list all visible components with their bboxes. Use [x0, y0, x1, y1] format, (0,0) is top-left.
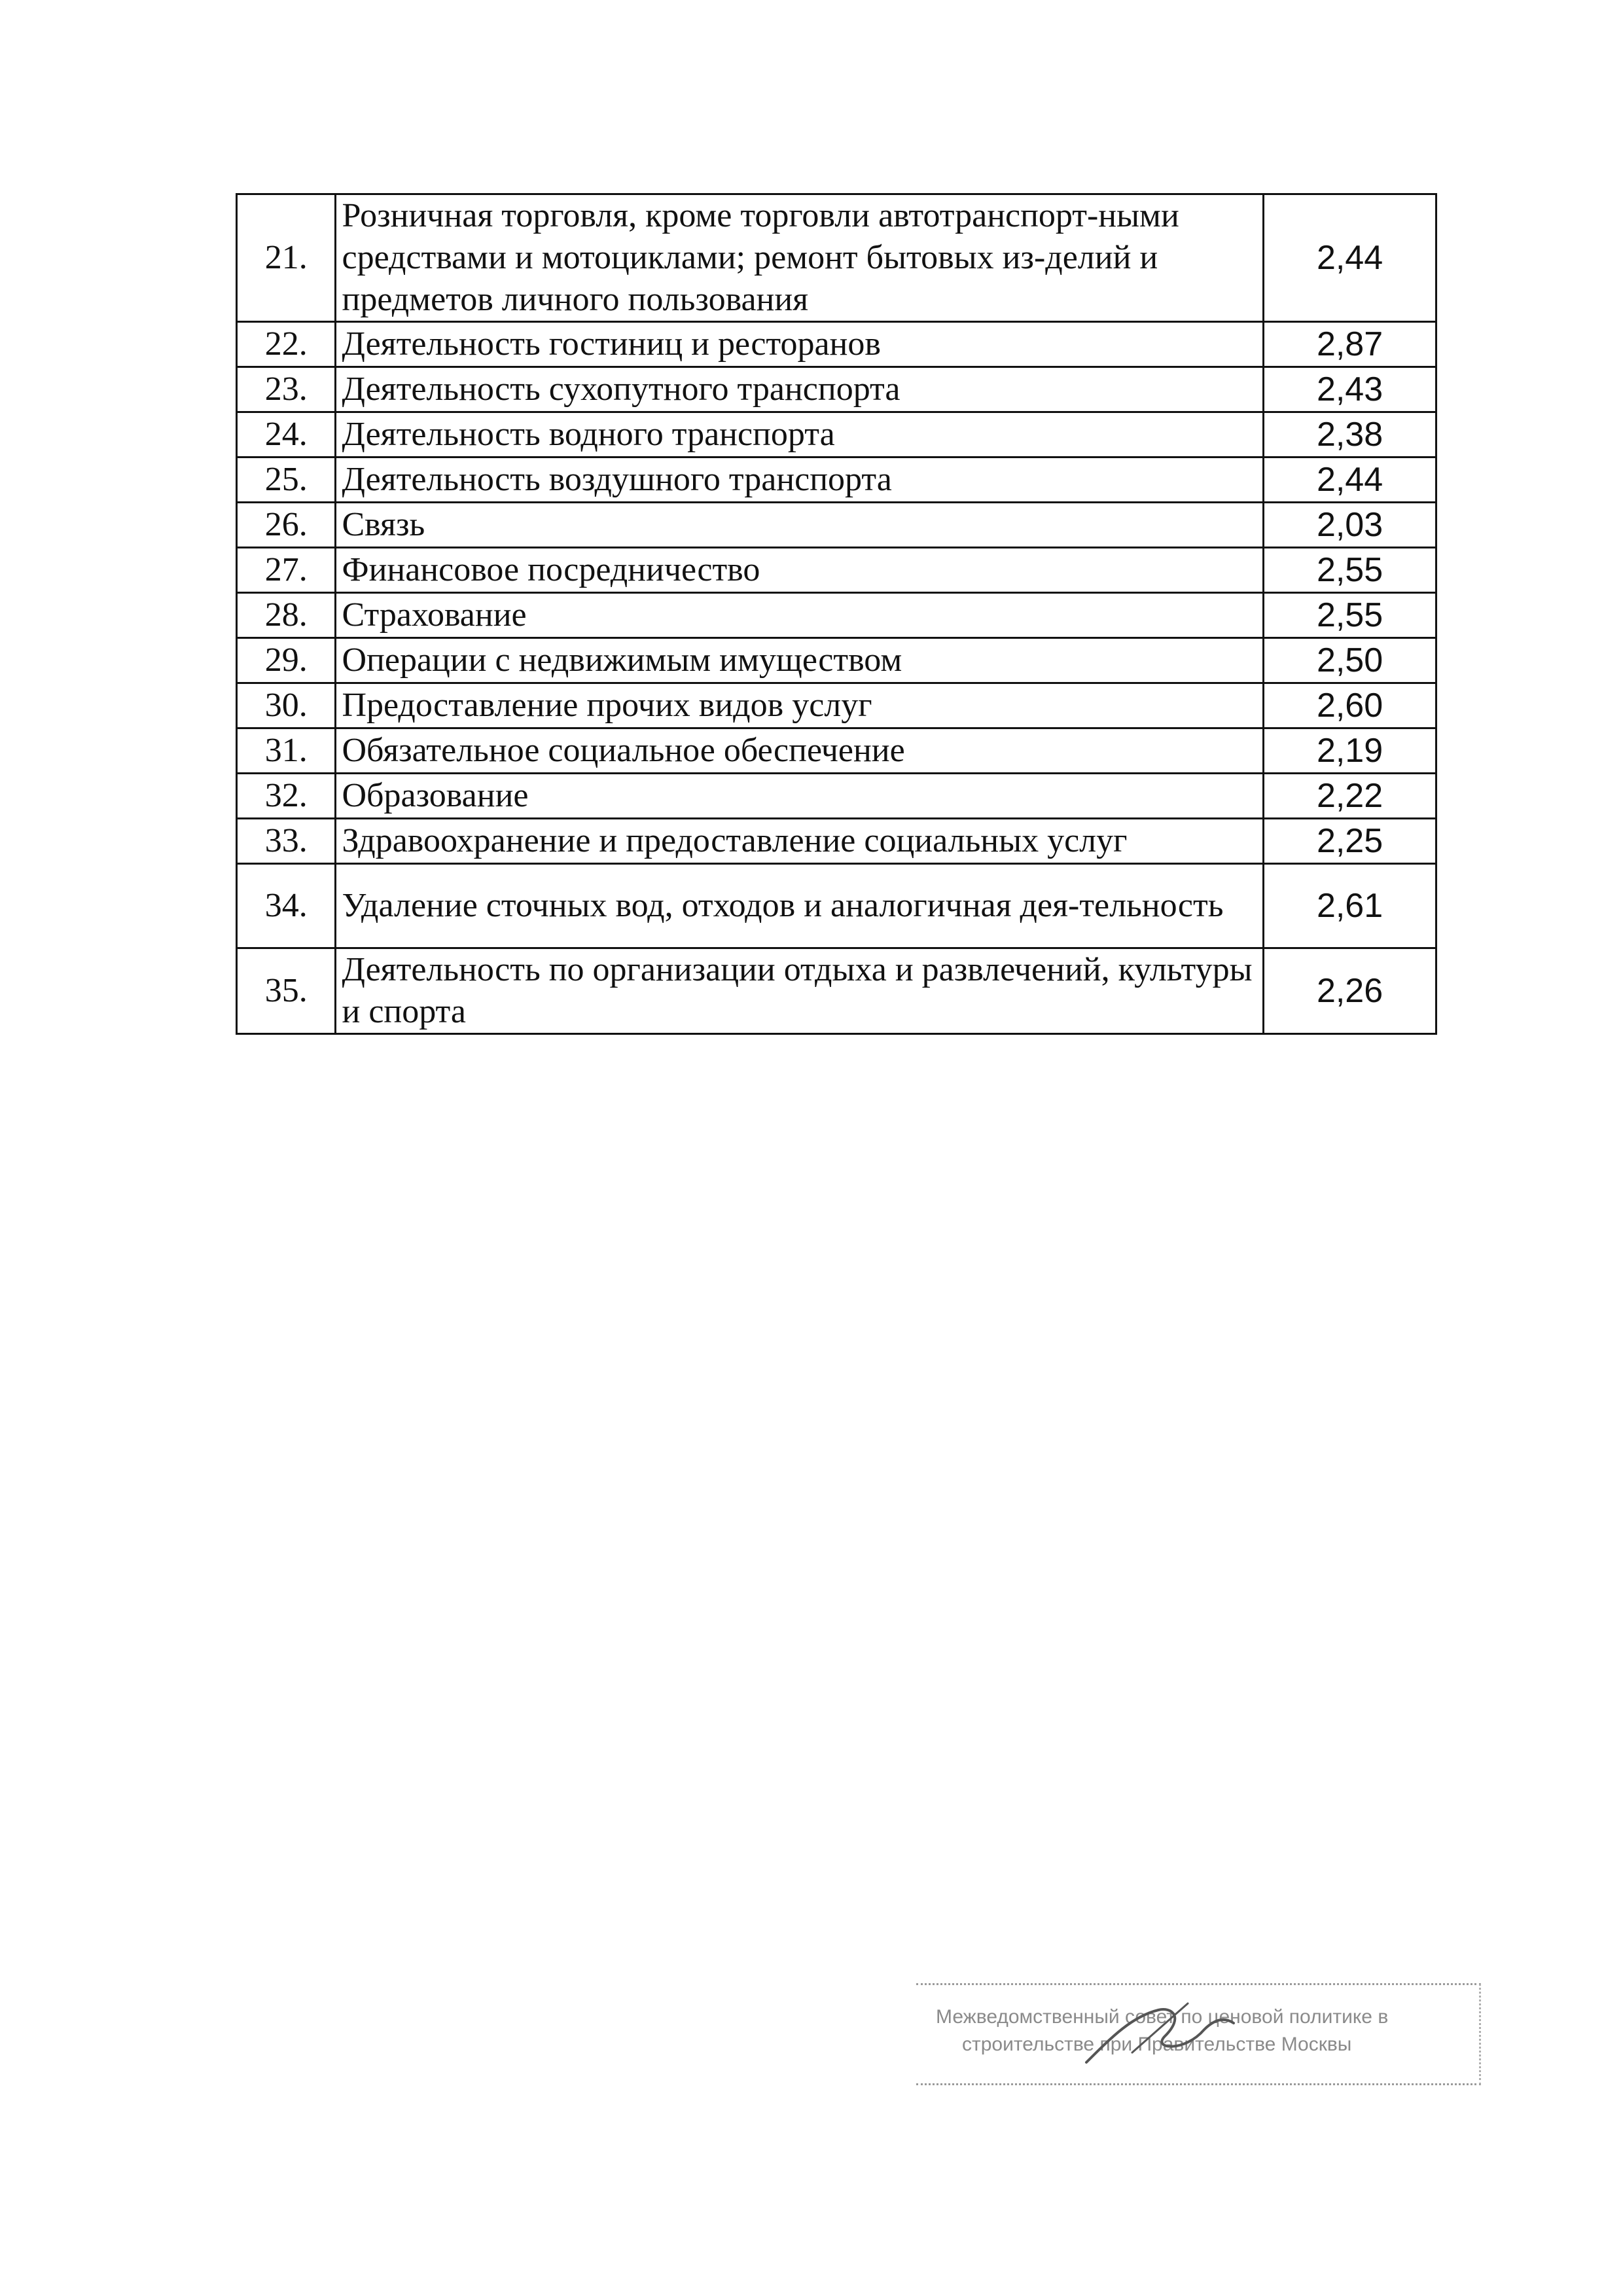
table-row: [237, 457, 1436, 503]
coefficient-value: 2,25: [1264, 819, 1436, 864]
stamp-line-2: строительстве при Правительстве Москвы: [962, 2034, 1352, 2055]
stamp-line-1: Межведомственный совет по ценовой политике в: [936, 2006, 1389, 2028]
table-row: [237, 683, 1436, 728]
coefficient-value: 2,87: [1264, 322, 1436, 367]
coefficient-value: 2,22: [1264, 774, 1436, 819]
table-row: [237, 503, 1436, 548]
activity-name: Обязательное социальное обеспечение: [336, 728, 1264, 774]
coefficient-value: 2,38: [1264, 412, 1436, 457]
activity-name: Финансовое посредничество: [336, 548, 1264, 593]
row-number: 30.: [237, 683, 336, 728]
coefficient-value: 2,44: [1264, 457, 1436, 503]
row-number: 22.: [237, 322, 336, 367]
activity-name: Операции с недвижимым имуществом: [336, 638, 1264, 683]
row-number: 29.: [237, 638, 336, 683]
activity-name: Деятельность сухопутного транспорта: [336, 367, 1264, 412]
row-number: 35.: [237, 948, 336, 1034]
row-number: 24.: [237, 412, 336, 457]
coefficient-table: [236, 193, 1437, 1035]
table-row: [237, 367, 1436, 412]
activity-name: Предоставление прочих видов услуг: [336, 683, 1264, 728]
table-row: [237, 819, 1436, 864]
activity-name: Деятельность гостиниц и ресторанов: [336, 322, 1264, 367]
approval-stamp: [916, 1983, 1481, 2085]
coefficient-value: 2,43: [1264, 367, 1436, 412]
table-row: [237, 412, 1436, 457]
row-number: 33.: [237, 819, 336, 864]
table-row: [237, 728, 1436, 774]
coefficient-value: 2,60: [1264, 683, 1436, 728]
row-number: 26.: [237, 503, 336, 548]
activity-name: Здравоохранение и предоставление социальных услуг: [336, 819, 1264, 864]
row-number: 32.: [237, 774, 336, 819]
activity-name: Деятельность воздушного транспорта: [336, 457, 1264, 503]
coefficient-value: 2,50: [1264, 638, 1436, 683]
activity-name: Деятельность водного транспорта: [336, 412, 1264, 457]
activity-name: Удаление сточных вод, отходов и аналогичная дея-тельность: [336, 864, 1264, 948]
coefficient-value: 2,03: [1264, 503, 1436, 548]
table-row: [237, 638, 1436, 683]
table-row: [237, 948, 1436, 1034]
coefficient-value: 2,19: [1264, 728, 1436, 774]
coefficient-value: 2,44: [1264, 194, 1436, 322]
activity-name: Розничная торговля, кроме торговли автотранспорт-ными средствами и мотоциклами; ремонт бытовых из-делий и предметов личного пользования: [336, 194, 1264, 322]
activity-name: Страхование: [336, 593, 1264, 638]
signature-mark: [1073, 1990, 1243, 2075]
coefficient-value: 2,61: [1264, 864, 1436, 948]
activity-name: Образование: [336, 774, 1264, 819]
table-row: [237, 774, 1436, 819]
table-row: [237, 322, 1436, 367]
table-row: [237, 548, 1436, 593]
row-number: 25.: [237, 457, 336, 503]
activity-name: Деятельность по организации отдыха и развлечений, культуры и спорта: [336, 948, 1264, 1034]
row-number: 34.: [237, 864, 336, 948]
table-row: [237, 864, 1436, 948]
activity-name: Связь: [336, 503, 1264, 548]
coefficient-value: 2,26: [1264, 948, 1436, 1034]
row-number: 27.: [237, 548, 336, 593]
table-row: [237, 194, 1436, 322]
row-number: 23.: [237, 367, 336, 412]
table-row: [237, 593, 1436, 638]
row-number: 31.: [237, 728, 336, 774]
row-number: 28.: [237, 593, 336, 638]
row-number: 21.: [237, 194, 336, 322]
coefficient-value: 2,55: [1264, 593, 1436, 638]
coefficient-value: 2,55: [1264, 548, 1436, 593]
